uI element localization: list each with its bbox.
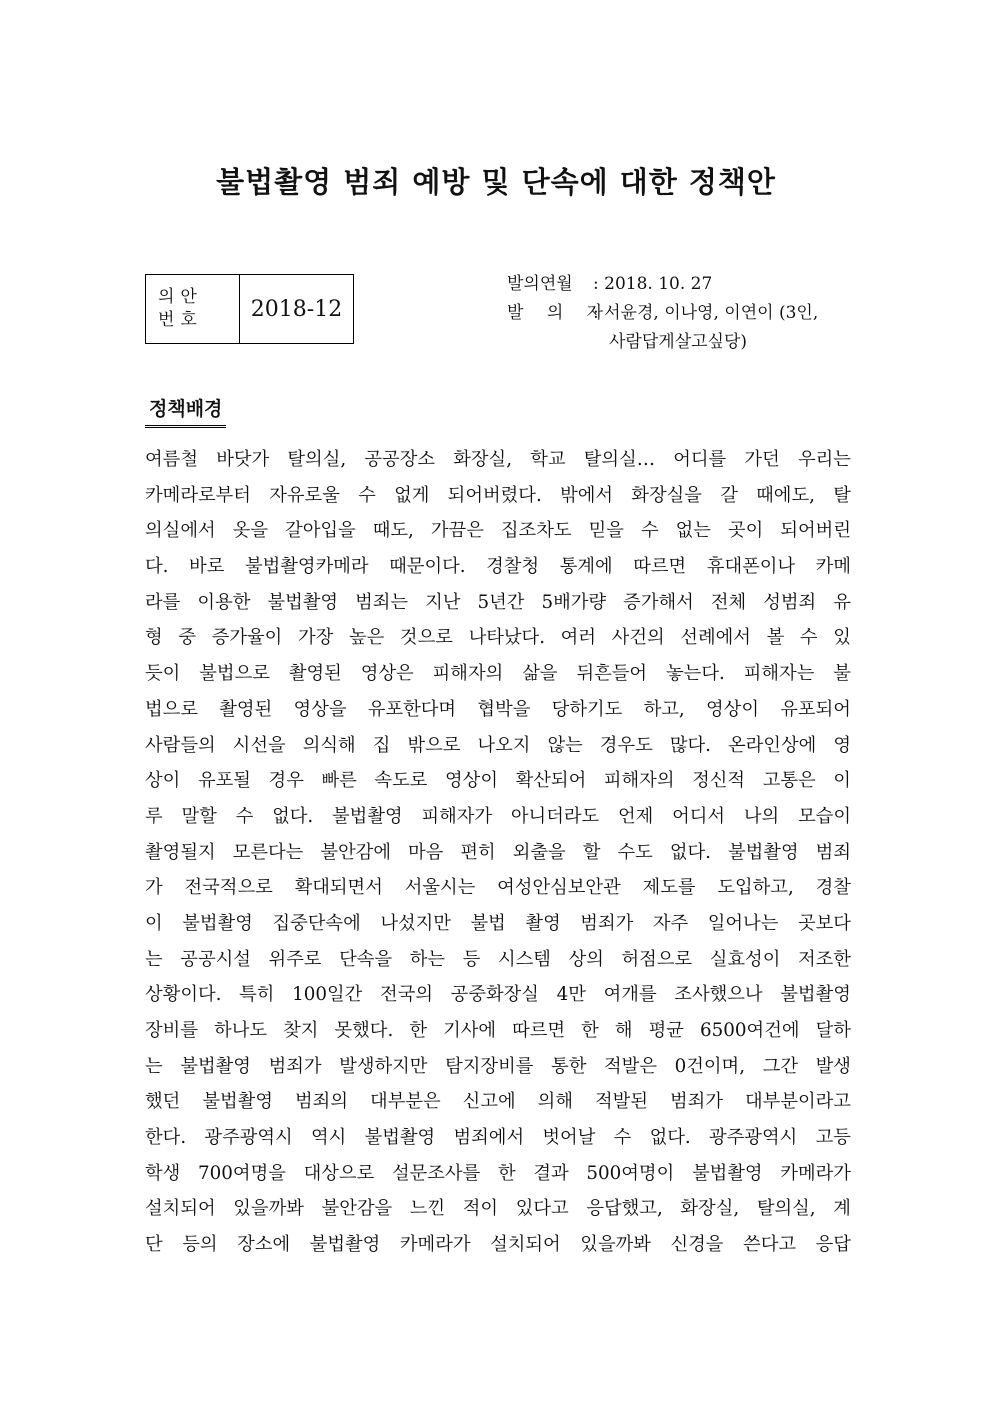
proposal-date-value: : 2018. 10. 27 [593, 274, 713, 294]
body-line: 의실에서 옷을 갈아입을 때도, 가끔은 집조차도 믿을 수 없는 곳이 되어버린 [145, 520, 851, 542]
proposer-row [507, 299, 818, 328]
body-line: 여름철 바닷가 탈의실, 공공장소 화장실, 학교 탈의실… 어디를 가던 우리는 [145, 449, 851, 470]
body-line: 한다. 광주광역시 역시 불법촬영 범죄에서 벗어날 수 없다. 광주광역시 고등 [145, 1127, 851, 1149]
body-line: 했던 불법촬영 범죄의 대부분은 신고에 의해 적발된 범죄가 대부분이라고 [145, 1091, 851, 1113]
section-heading: 정책배경 [145, 394, 226, 428]
body-line: 는 불법촬영 범죄가 발생하지만 탐지장비를 통한 적발은 0건이며, 그간 발생 [145, 1055, 851, 1077]
body-line: 사람들의 시선을 의식해 집 밖으로 나오지 않는 경우도 많다. 온라인상에 영 [145, 734, 851, 756]
body-line: 상황이다. 특히 100일간 전국의 공중화장실 4만 여개를 조사했으나 불법촬영 [145, 984, 851, 1006]
proposer-value: : 서윤경, 이나영, 이연이 (3인, [593, 303, 819, 323]
body-line: 라를 이용한 불법촬영 범죄는 지난 5년간 5배가량 증가해서 전체 성범죄 유 [145, 591, 851, 613]
body-line: 학생 700여명을 대상으로 설문조사를 한 결과 500여명이 불법촬영 카메라가 [145, 1162, 851, 1184]
bill-number-label-line2: 번호 [158, 310, 203, 330]
bill-number-label-line1: 의안 [158, 287, 203, 307]
bill-number-value: 2018-12 [250, 296, 343, 322]
body-line: 법으로 촬영된 영상을 유포한다며 협박을 당하기도 하고, 영상이 유포되어 [145, 698, 851, 720]
body-line: 루 말할 수 없다. 불법촬영 피해자가 아니더라도 언제 어디서 나의 모습이 [145, 805, 851, 827]
body-line: 이 불법촬영 집중단속에 나섰지만 불법 촬영 범죄가 자주 일어나는 곳보다 [145, 912, 851, 934]
body-line: 설치되어 있을까봐 불안감을 느낀 적이 있다고 응답했고, 화장실, 탈의실, 계 [145, 1198, 851, 1220]
body-line: 형 중 증가율이 가장 높은 것으로 나타났다. 여러 사건의 선례에서 볼 수 있 [145, 627, 851, 649]
proposer-value-cont: 사람답게살고싶당) [609, 332, 748, 352]
body-line: 는 공공시설 위주로 단속을 하는 등 시스템 상의 허점으로 실효성이 저조한 [145, 948, 851, 970]
body-line: 듯이 불법으로 촬영된 영상은 피해자의 삶을 뒤흔들어 놓는다. 피해자는 불 [145, 663, 851, 685]
body-line: 단 등의 장소에 불법촬영 카메라가 설치되어 있을까봐 신경을 쓴다고 응답 [145, 1234, 851, 1256]
body-line: 카메라로부터 자유로울 수 없게 되어버렸다. 밖에서 화장실을 갈 때에도, 탈 [145, 484, 851, 506]
body-line: 다. 바로 불법촬영카메라 때문이다. 경찰청 통계에 따르면 휴대폰이나 카메 [145, 556, 851, 578]
bill-number-box [145, 274, 354, 344]
body-line: 장비를 하나도 찾지 못했다. 한 기사에 따르면 한 해 평균 6500여건에 달하 [145, 1020, 851, 1041]
body-line: 촬영될지 모른다는 불안감에 마음 편히 외출을 할 수도 없다. 불법촬영 범죄 [145, 841, 851, 863]
bill-number-label [146, 275, 240, 343]
body-paragraph [145, 442, 851, 1263]
proposal-date-key: 발의연월 [507, 274, 573, 294]
body-line: 상이 유포될 경우 빠른 속도로 영상이 확산되어 피해자의 정신적 고통은 이 [145, 770, 851, 792]
proposer-key: 발 의 자 [507, 303, 613, 323]
proposal-date-row [507, 270, 818, 299]
proposal-meta [507, 270, 818, 357]
page-title: 불법촬영 범죄 예방 및 단속에 대한 정책안 [216, 165, 776, 199]
body-line: 가 전국적으로 확대되면서 서울시는 여성안심보안관 제도를 도입하고, 경찰 [145, 877, 851, 899]
